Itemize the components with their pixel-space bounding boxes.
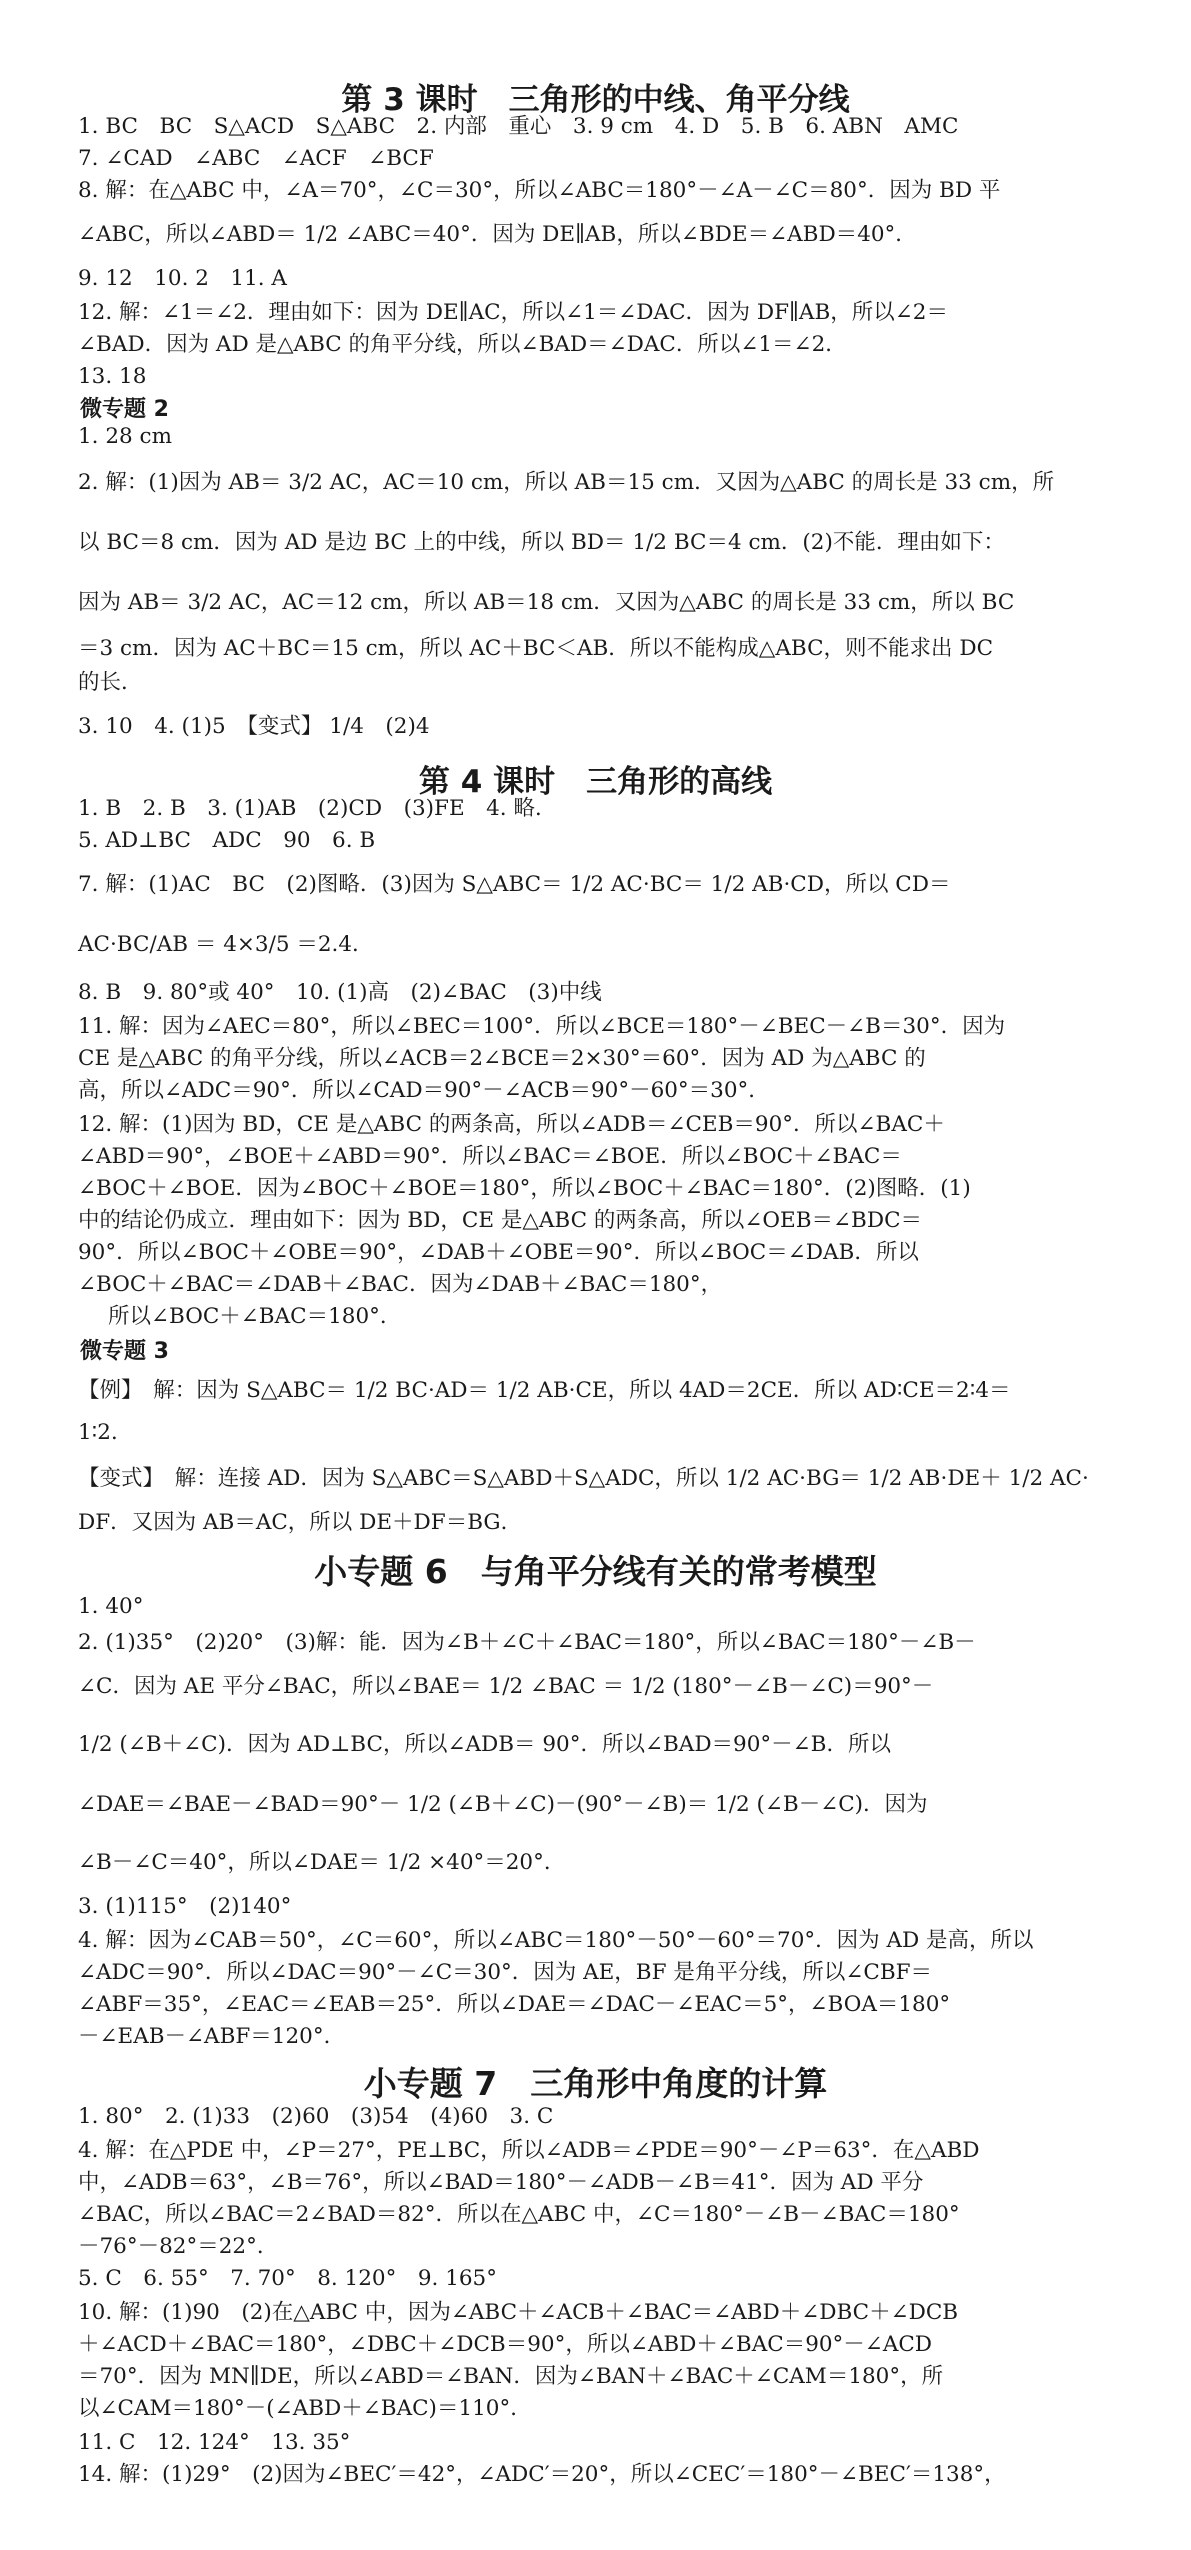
answer-line: 1. B 2. B 3. (1)AB (2)CD (3)FE 4. 略． (78, 796, 557, 821)
answer-line: 的长． (78, 670, 143, 695)
answer-line: AC·BC/AB ＝ 4×3/5 ＝2.4． (78, 932, 374, 957)
answer-line: ∠BAC，所以∠BAC＝2∠BAD＝82°．所以在△ABC 中，∠C＝180°－∠B－∠BAC＝180° (78, 2202, 960, 2227)
answer-line: ∠ADC＝90°．所以∠DAC＝90°－∠C＝30°．因为 AE，BF 是角平分线，所以∠CBF＝ (78, 1960, 933, 1985)
answer-line: 4. 解：在△PDE 中，∠P＝27°，PE⊥BC，所以∠ADB＝∠PDE＝90°－∠P＝63°．在△ABD (78, 2138, 980, 2163)
answer-line: ∠ABF＝35°，∠EAC＝∠EAB＝25°．所以∠DAE＝∠DAC－∠EAC＝5°，∠BOA＝180° (78, 1992, 951, 2017)
answer-line: 所以∠BOC＋∠BAC＝180°． (108, 1304, 402, 1329)
answer-line: 中的结论仍成立．理由如下：因为 BD，CE 是△ABC 的两条高，所以∠OEB＝∠BDC＝ (78, 1208, 923, 1233)
answer-line: 1∶2． (78, 1420, 133, 1445)
answer-line: 12. 解：∠1＝∠2．理由如下：因为 DE∥AC，所以∠1＝∠DAC．因为 DF∥AB，所以∠2＝ (78, 300, 948, 325)
answer-line: CE 是△ABC 的角平分线，所以∠ACB＝2∠BCE＝2×30°＝60°．因为 AD 为△ABC 的 (78, 1046, 926, 1071)
subheading-micro-topic-2: 微专题 2 (80, 397, 169, 422)
answer-line: －∠EAB－∠ABF＝120°． (78, 2024, 346, 2049)
answer-line: ∠DAE＝∠BAE－∠BAD＝90°－ 1/2 (∠B＋∠C)－(90°－∠B)＝ 1/2 (∠B－∠C)．因为 (78, 1792, 928, 1817)
answer-line: 8. 解：在△ABC 中，∠A＝70°，∠C＝30°，所以∠ABC＝180°－∠A－∠C＝80°．因为 BD 平 (78, 178, 1001, 203)
subheading-micro-topic-3: 微专题 3 (80, 1339, 169, 1364)
answer-line: 9. 12 10. 2 11. A (78, 266, 287, 291)
answer-line: 13. 18 (78, 364, 147, 389)
answer-line: 11. C 12. 124° 13. 35° (78, 2430, 351, 2455)
answer-line: 以 BC＝8 cm．因为 AD 是边 BC 上的中线，所以 BD＝ 1/2 BC＝4 cm．(2)不能．理由如下： (78, 530, 1005, 555)
answer-line: 4. 解：因为∠CAB＝50°，∠C＝60°，所以∠ABC＝180°－50°－60°＝70°．因为 AD 是高，所以 (78, 1928, 1034, 1953)
answer-line: －76°－82°＝22°． (78, 2234, 279, 2259)
answer-line: 14. 解：(1)29° (2)因为∠BEC′＝42°，∠ADC′＝20°，所以∠CEC′＝180°－∠BEC′＝138°， (78, 2462, 1006, 2487)
heading-special-topic-6: 小专题 6 与角平分线有关的常考模型 (314, 1552, 877, 1591)
answer-line: 3. (1)115° (2)140° (78, 1894, 292, 1919)
answer-line: ＝3 cm．因为 AC＋BC＝15 cm，所以 AC＋BC＜AB．所以不能构成△ABC，则不能求出 DC (78, 636, 994, 661)
answer-line: 5. AD⊥BC ADC 90 6. B (78, 828, 376, 853)
answer-line: ∠BAD．因为 AD 是△ABC 的角平分线，所以∠BAD＝∠DAC．所以∠1＝∠2． (78, 332, 847, 357)
answer-line: 11. 解：因为∠AEC＝80°，所以∠BEC＝100°．所以∠BCE＝180°－∠BEC－∠B＝30°．因为 (78, 1014, 1006, 1039)
answer-line: 3. 10 4. (1)5 【变式】 1/4 (2)4 (78, 714, 430, 739)
answer-line: 1. 28 cm (78, 424, 172, 449)
answer-line: 2. 解：(1)因为 AB＝ 3/2 AC，AC＝10 cm，所以 AB＝15 cm．又因为△ABC 的周长是 33 cm，所 (78, 470, 1055, 495)
answer-line: 因为 AB＝ 3/2 AC，AC＝12 cm，所以 AB＝18 cm．又因为△ABC 的周长是 33 cm，所以 BC (78, 590, 1015, 615)
answer-line: ∠BOC＋∠BAC＝∠DAB＋∠BAC．因为∠DAB＋∠BAC＝180°， (78, 1272, 723, 1297)
answer-line: 8. B 9. 80°或 40° 10. (1)高 (2)∠BAC (3)中线 (78, 980, 602, 1005)
heading-special-topic-7: 小专题 7 三角形中角度的计算 (363, 2064, 828, 2103)
answer-line: 5. C 6. 55° 7. 70° 8. 120° 9. 165° (78, 2266, 497, 2291)
answer-line: 10. 解：(1)90 (2)在△ABC 中，因为∠ABC＋∠ACB＋∠BAC＝∠ABD＋∠DBC＋∠DCB (78, 2300, 959, 2325)
answer-line: ∠ABC，所以∠ABD＝ 1/2 ∠ABC＝40°．因为 DE∥AB，所以∠BDE＝∠ABD＝40°． (78, 222, 917, 247)
answer-line: 90°．所以∠BOC＋∠OBE＝90°，∠DAB＋∠OBE＝90°．所以∠BOC＝∠DAB．所以 (78, 1240, 919, 1265)
answer-line: 7. ∠CAD ∠ABC ∠ACF ∠BCF (78, 146, 434, 171)
answer-line: 以∠CAM＝180°－(∠ABD＋∠BAC)＝110°． (78, 2396, 532, 2421)
answer-line: 【变式】 解：连接 AD．因为 S△ABC＝S△ABD＋S△ADC，所以 1/2 AC·BG＝ 1/2 AB·DE＋ 1/2 AC· (78, 1466, 1089, 1491)
heading-lesson-3: 第 3 课时 三角形的中线、角平分线 (341, 82, 850, 118)
answer-line: 【例】 解：因为 S△ABC＝ 1/2 BC·AD＝ 1/2 AB·CE，所以 4AD＝2CE．所以 AD∶CE＝2∶4＝ (78, 1378, 1011, 1403)
answer-line: ∠C．因为 AE 平分∠BAC，所以∠BAE＝ 1/2 ∠BAC ＝ 1/2 (180°－∠B－∠C)＝90°－ (78, 1674, 934, 1699)
answer-line: ∠BOC＋∠BOE．因为∠BOC＋∠BOE＝180°，所以∠BOC＋∠BAC＝180°．(2)图略．(1) (78, 1176, 971, 1201)
answer-line: 1. 80° 2. (1)33 (2)60 (3)54 (4)60 3. C (78, 2104, 554, 2129)
answer-line: ∠ABD＝90°，∠BOE＋∠ABD＝90°．所以∠BAC＝∠BOE．所以∠BOC＋∠BAC＝ (78, 1144, 902, 1169)
answer-line: DF．又因为 AB＝AC，所以 DE＋DF＝BG． (78, 1510, 523, 1535)
answer-line: 1. BC BC S△ACD S△ABC 2. 内部 重心 3. 9 cm 4. D 5. B 6. ABN AMC (78, 114, 959, 139)
answer-line: 高，所以∠ADC＝90°．所以∠CAD＝90°－∠ACB＝90°－60°＝30°． (78, 1078, 770, 1103)
answer-line: ＝70°．因为 MN∥DE，所以∠ABD＝∠BAN．因为∠BAN＋∠BAC＋∠CAM＝180°，所 (78, 2364, 944, 2389)
answer-line: 中，∠ADB＝63°，∠B＝76°，所以∠BAD＝180°－∠ADB－∠B＝41°．因为 AD 平分 (78, 2170, 924, 2195)
answer-line: 7. 解：(1)AC BC (2)图略．(3)因为 S△ABC＝ 1/2 AC·BC＝ 1/2 AB·CD，所以 CD＝ (78, 872, 951, 897)
answer-line: ∠B－∠C＝40°，所以∠DAE＝ 1/2 ×40°＝20°． (78, 1850, 566, 1875)
answer-line: ＋∠ACD＋∠BAC＝180°，∠DBC＋∠DCB＝90°，所以∠ABD＋∠BAC＝90°－∠ACD (78, 2332, 933, 2357)
answer-line: 1. 40° (78, 1594, 144, 1619)
answer-line: 2. (1)35° (2)20° (3)解：能．因为∠B＋∠C＋∠BAC＝180°，所以∠BAC＝180°－∠B－ (78, 1630, 976, 1655)
answer-line: 1/2 (∠B＋∠C)．因为 AD⊥BC，所以∠ADB＝ 90°．所以∠BAD＝90°－∠B．所以 (78, 1732, 891, 1757)
heading-lesson-4: 第 4 课时 三角形的高线 (418, 764, 773, 800)
answer-line: 12. 解：(1)因为 BD，CE 是△ABC 的两条高，所以∠ADB＝∠CEB＝90°．所以∠BAC＋ (78, 1112, 945, 1137)
